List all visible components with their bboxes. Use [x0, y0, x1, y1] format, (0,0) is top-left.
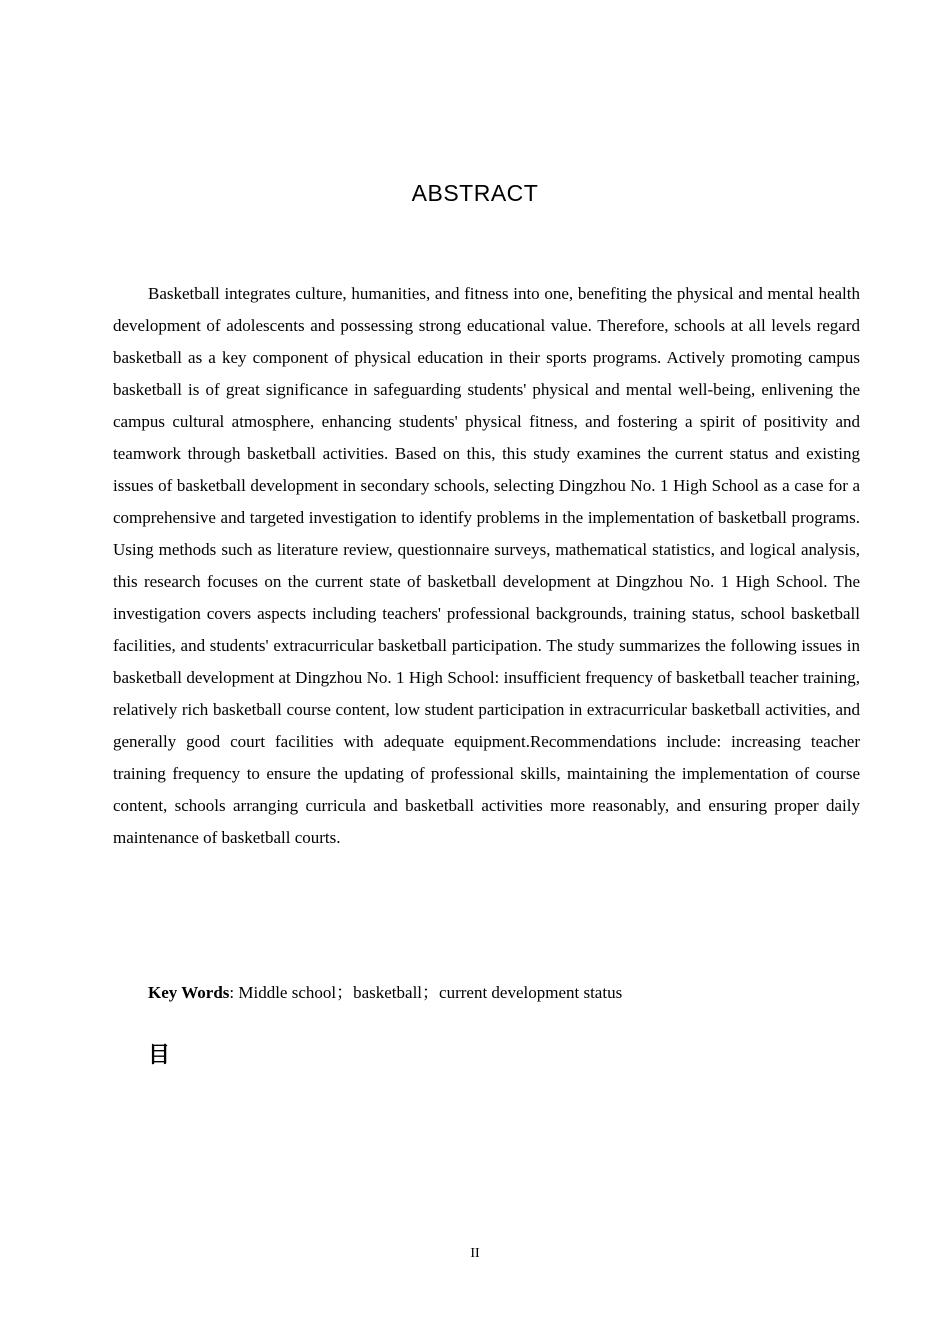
page-number: II [470, 1246, 480, 1261]
keywords-text: : Middle school；basketball；current development status [229, 983, 623, 1002]
keywords-label: Key Words [148, 983, 230, 1002]
abstract-body-paragraph: Basketball integrates culture, humanities, and fitness into one, benefiting the physical and mental health development of adolescents and possessing strong educational value. Therefore, schools at all levels regard basketball as a key component of physical education in their sports programs. Actively promoting campus basketball is of great significance in safeguarding students' physical and mental well-being, enlivening the campus cultural atmosphere, enhancing students' physical fitness, and fostering a spirit of positivity and teamwork through basketball activities. Based on this, this study examines the current status and existing issues of basketball development in secondary schools, selecting Dingzhou No. 1 High School as a case for a comprehensive and targeted investigation to identify problems in the implementation of basketball programs. Using methods such as literature review, questionnaire surveys, mathematical statistics, and logical analysis, this research focuses on the current state of basketball development at Dingzhou No. 1 High School. The investigation covers aspects including teachers' professional backgrounds, training status, school basketball facilities, and students' extracurricular basketball participation. The study summarizes the following issues in basketball development at Dingzhou No. 1 High School: insufficient frequency of basketball teacher training, relatively rich basketball course content, low student participation in extracurricular basketball activities, and generally good court facilities with adequate equipment.Recommendations include: increasing teacher training frequency to ensure the updating of professional skills, maintaining the implementation of course content, schools arranging curricula and basketball activities more reasonably, and ensuring proper daily maintenance of basketball courts. [113, 284, 860, 847]
abstract-title: ABSTRACT [411, 180, 539, 206]
keywords-line [148, 981, 860, 1005]
toc-heading-start: 目 [148, 1042, 171, 1067]
